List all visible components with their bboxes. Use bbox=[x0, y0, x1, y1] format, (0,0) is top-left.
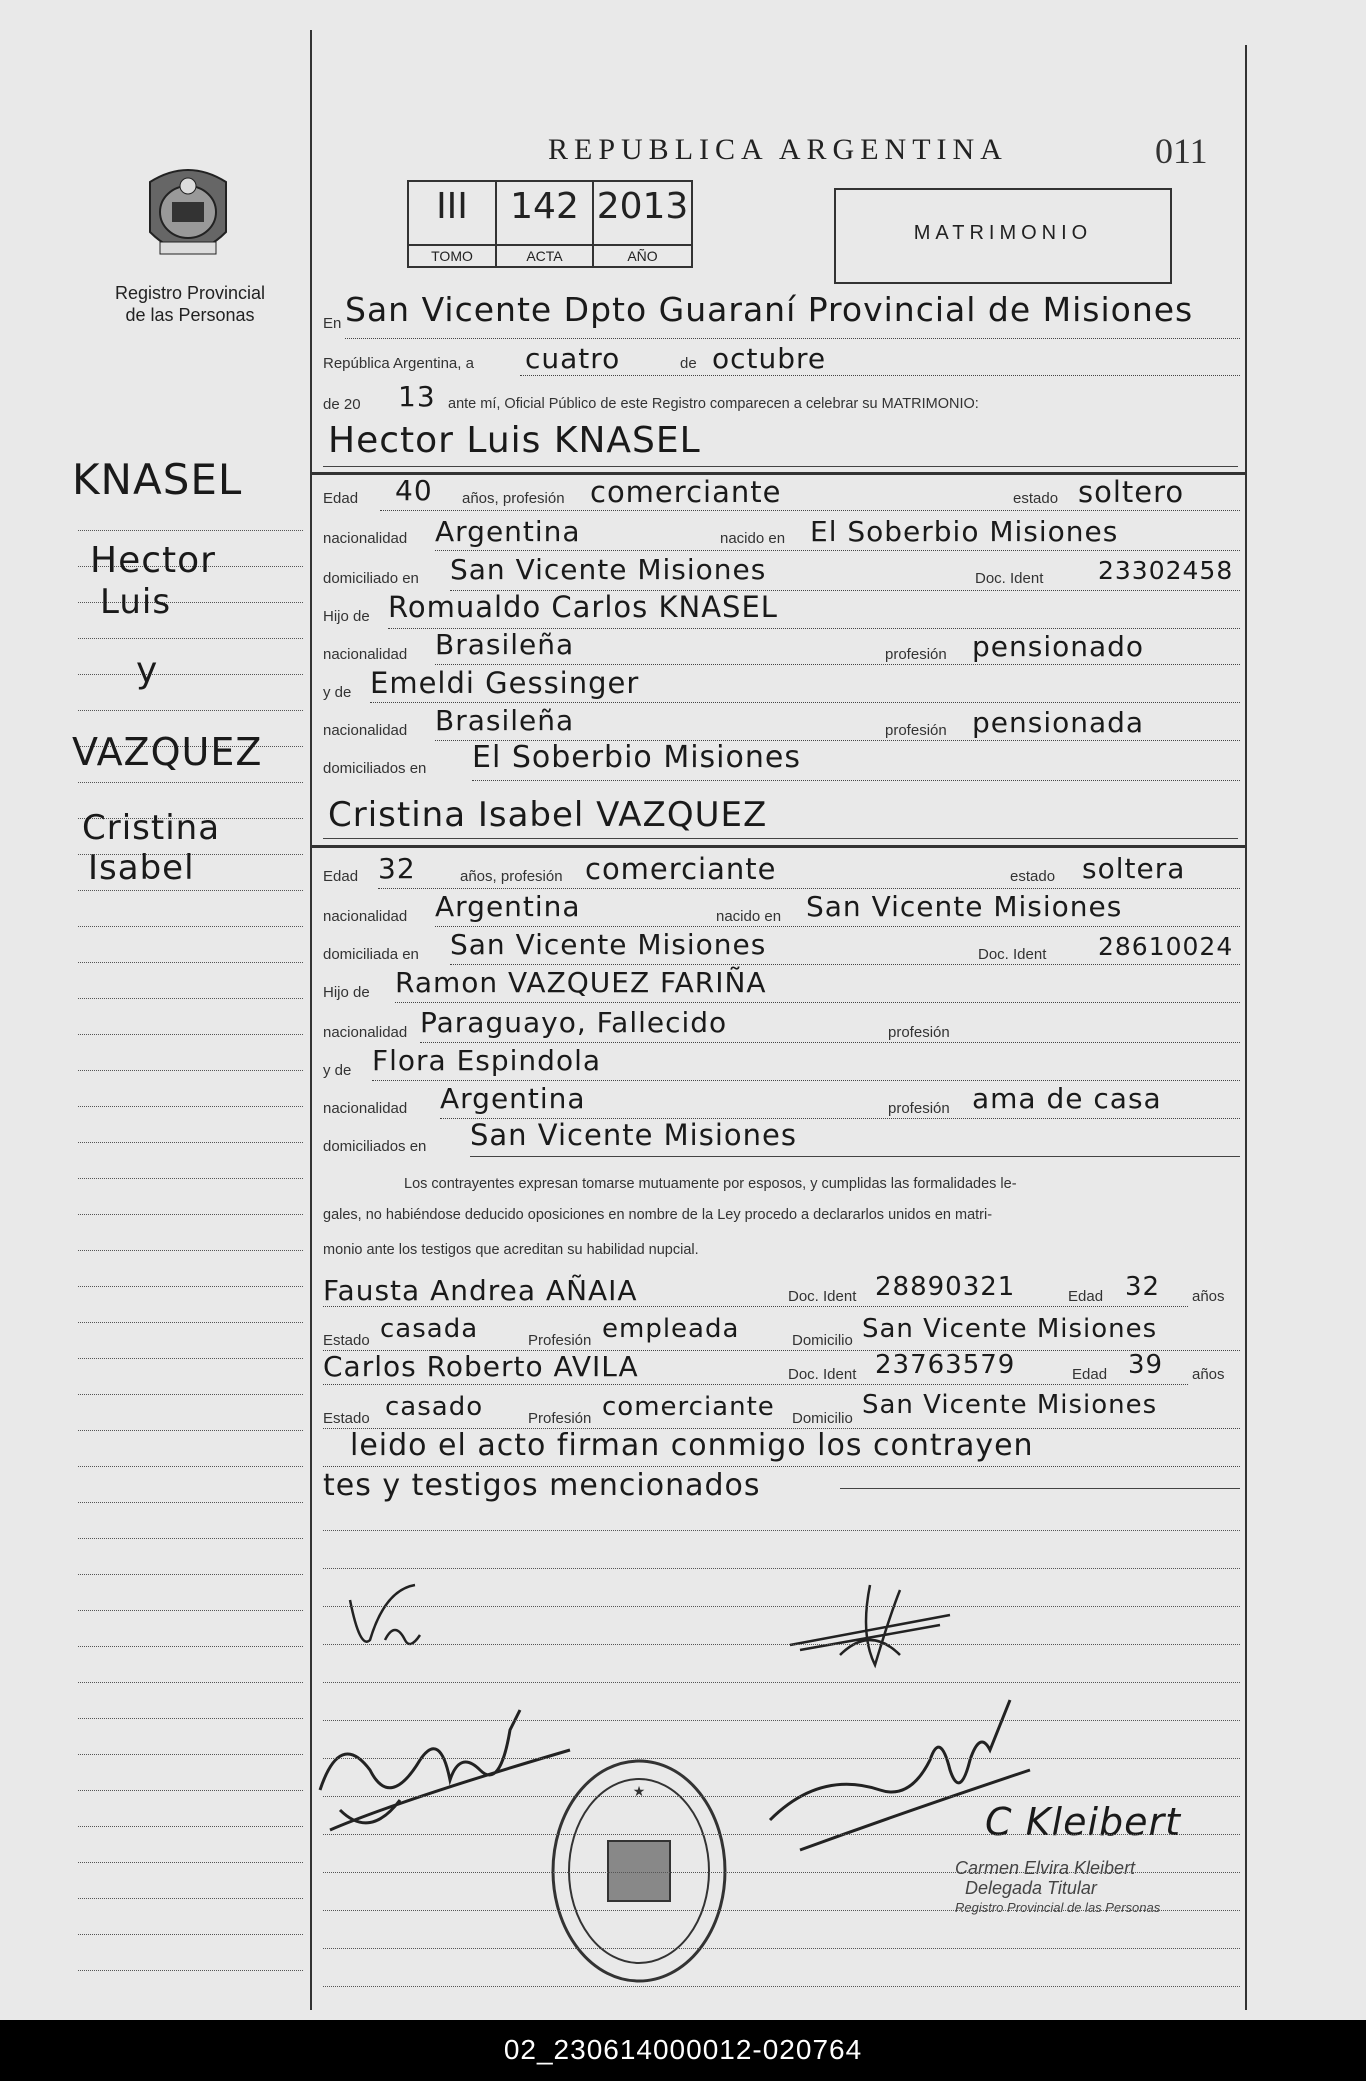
groom-name: Hector Luis KNASEL bbox=[328, 420, 701, 461]
bride-father-nationality: Paraguayo, Fallecido bbox=[420, 1006, 728, 1039]
label-republica: República Argentina, a bbox=[323, 355, 474, 372]
anio-cell bbox=[594, 182, 691, 266]
bride-age-line bbox=[378, 888, 1240, 889]
groom-father-nationality: Brasileña bbox=[435, 628, 575, 661]
anio-value: 2013 bbox=[596, 186, 689, 227]
groom-label-doc: Doc. Ident bbox=[975, 570, 1044, 587]
witness-1-signature bbox=[310, 1690, 580, 1850]
official-name: Carmen Elvira Kleibert bbox=[955, 1858, 1136, 1878]
margin-rule bbox=[78, 710, 303, 711]
bride-label-nationality: nacionalidad bbox=[323, 908, 408, 925]
signature-area-rule bbox=[323, 1644, 1240, 1645]
closing-line-2-rule bbox=[840, 1488, 1240, 1489]
registry-box bbox=[407, 180, 693, 268]
groom-doc-id: 23302458 bbox=[1098, 556, 1234, 585]
groom-label-born: nacido en bbox=[720, 530, 786, 547]
bride-label-domicile: domiciliada en bbox=[323, 946, 419, 963]
signature-area-rule bbox=[323, 1682, 1240, 1683]
bride-label-mother-prof: profesión bbox=[888, 1100, 950, 1117]
margin-rule bbox=[78, 1034, 303, 1035]
groom-label-mother: y de bbox=[323, 684, 352, 701]
groom-nationality: Argentina bbox=[435, 515, 581, 548]
margin-rule bbox=[78, 1574, 303, 1575]
document-title: REPUBLICA ARGENTINA bbox=[548, 133, 1008, 166]
marriage-year: 13 bbox=[398, 380, 436, 413]
marriage-place: San Vicente Dpto Guaraní Provincial de Misiones bbox=[345, 290, 1194, 329]
margin-rule bbox=[78, 530, 303, 531]
margin-rule bbox=[78, 998, 303, 999]
margin-rule bbox=[78, 1322, 303, 1323]
witness-1-doc-id: 28890321 bbox=[875, 1272, 1016, 1302]
groom-mother-nationality: Brasileña bbox=[435, 704, 575, 737]
tomo-label: TOMO bbox=[409, 244, 495, 266]
bride-nationality-line bbox=[435, 926, 1240, 927]
margin-rule bbox=[78, 1502, 303, 1503]
groom-father-profession: pensionado bbox=[972, 630, 1145, 663]
declaration-line-3: monio ante los testigos que acreditan su habilidad nupcial. bbox=[323, 1242, 699, 1258]
bride-divider bbox=[312, 845, 1245, 848]
bride-label-mother: y de bbox=[323, 1062, 352, 1079]
groom-mother: Emeldi Gessinger bbox=[370, 666, 640, 700]
groom-birthplace: El Soberbio Misiones bbox=[810, 515, 1119, 548]
official-office: Registro Provincial de las Personas bbox=[955, 1900, 1161, 1915]
groom-age: 40 bbox=[395, 474, 433, 507]
groom-label-estado: estado bbox=[1013, 490, 1059, 507]
bride-label-edad: Edad bbox=[323, 868, 359, 885]
acta-cell bbox=[497, 182, 594, 266]
registry-line-2: de las Personas bbox=[125, 305, 255, 325]
signature-area-rule bbox=[323, 1606, 1240, 1607]
official-signature: C Kleibert bbox=[985, 1800, 1182, 1844]
place-line bbox=[345, 338, 1240, 339]
groom-father: Romualdo Carlos KNASEL bbox=[388, 590, 778, 624]
signature-area-rule bbox=[323, 1720, 1240, 1721]
margin-rule bbox=[78, 1430, 303, 1431]
margin-rule bbox=[78, 782, 303, 783]
signature-area-rule bbox=[323, 1758, 1240, 1759]
groom-label-father-prof: profesión bbox=[885, 646, 947, 663]
bride-signature bbox=[780, 1575, 960, 1685]
groom-status: soltero bbox=[1078, 475, 1185, 509]
witness-2-age: 39 bbox=[1128, 1350, 1164, 1380]
witness-2-label-doc: Doc. Ident bbox=[788, 1366, 857, 1383]
signature-area-rule bbox=[323, 1910, 1240, 1911]
acta-label: ACTA bbox=[497, 244, 592, 266]
act-type-box bbox=[834, 188, 1172, 284]
margin-rule bbox=[78, 1142, 303, 1143]
registry-name bbox=[90, 282, 290, 326]
groom-age-line bbox=[380, 510, 1240, 511]
margin-rule bbox=[78, 1466, 303, 1467]
witness-1-label-anos: años bbox=[1192, 1288, 1225, 1305]
tomo-value: III bbox=[436, 186, 468, 227]
witness-1-domicile: San Vicente Misiones bbox=[862, 1314, 1158, 1344]
label-en: En bbox=[323, 315, 342, 332]
folio-number: 011 bbox=[1155, 131, 1208, 171]
declaration-line-1: Los contrayentes expresan tomarse mutuamente por esposos, y cumplidas las formalidades le- bbox=[404, 1176, 1017, 1192]
bride-label-father-prof: profesión bbox=[888, 1024, 950, 1041]
bride-mother: Flora Espindola bbox=[372, 1044, 602, 1077]
margin-rule bbox=[78, 1790, 303, 1791]
bride-father: Ramon VAZQUEZ FARIÑA bbox=[395, 966, 767, 999]
acta-value: 142 bbox=[510, 186, 579, 227]
groom-label-edad: Edad bbox=[323, 490, 359, 507]
witness-2-doc-id: 23763579 bbox=[875, 1350, 1016, 1380]
bride-name: Cristina Isabel VAZQUEZ bbox=[328, 795, 768, 835]
marriage-day: cuatro bbox=[525, 342, 621, 375]
stamp-star: ★ bbox=[632, 1784, 646, 1800]
margin-rule bbox=[78, 1754, 303, 1755]
margin-note-first-name-2: Cristina bbox=[82, 808, 221, 848]
label-de: de bbox=[680, 355, 697, 372]
act-type-label: MATRIMONIO bbox=[913, 222, 1093, 244]
signature-area-rule bbox=[323, 1568, 1240, 1569]
bride-father-line bbox=[395, 1002, 1240, 1003]
registry-line-1: Registro Provincial bbox=[114, 283, 266, 303]
bride-age: 32 bbox=[378, 852, 416, 885]
marriage-month: octubre bbox=[712, 342, 827, 375]
bride-name-line bbox=[323, 838, 1238, 839]
margin-rule bbox=[78, 1538, 303, 1539]
margin-rule bbox=[78, 1286, 303, 1287]
margin-note-surname-2: VAZQUEZ bbox=[72, 730, 263, 774]
closing-line-1: leido el acto firman conmigo los contrayen bbox=[350, 1428, 1034, 1463]
bride-nationality: Argentina bbox=[435, 890, 581, 923]
margin-rule bbox=[78, 1646, 303, 1647]
bride-label-father-nat: nacionalidad bbox=[323, 1024, 408, 1041]
signature-area-rule bbox=[323, 1796, 1240, 1797]
groom-label-father-nat: nacionalidad bbox=[323, 646, 408, 663]
margin-rule bbox=[78, 1934, 303, 1935]
groom-father-nat-line bbox=[435, 664, 1240, 665]
groom-label-mother-prof: profesión bbox=[885, 722, 947, 739]
province-seal-icon bbox=[140, 162, 236, 270]
margin-rule bbox=[78, 1214, 303, 1215]
witness-2-line bbox=[323, 1384, 1188, 1385]
witness-1-line bbox=[323, 1306, 1188, 1307]
signature-area-rule bbox=[323, 1986, 1240, 1987]
signature-area-rule bbox=[323, 1872, 1240, 1873]
margin-rule bbox=[78, 1250, 303, 1251]
official-block bbox=[955, 1858, 1160, 1918]
groom-label-nationality: nacionalidad bbox=[323, 530, 408, 547]
groom-label-parents-dom: domiciliados en bbox=[323, 760, 427, 777]
bride-label-mother-nat: nacionalidad bbox=[323, 1100, 408, 1117]
groom-profession: comerciante bbox=[590, 475, 782, 509]
witness-1-label-dom: Domicilio bbox=[792, 1332, 853, 1349]
margin-rule bbox=[78, 638, 303, 639]
witness-2-label-prof: Profesión bbox=[528, 1410, 592, 1427]
margin-rule bbox=[78, 1826, 303, 1827]
groom-parents-dom-line bbox=[472, 780, 1240, 781]
bride-mother-nationality: Argentina bbox=[440, 1082, 586, 1115]
witness-1-profession: empleada bbox=[602, 1314, 740, 1344]
groom-mother-line bbox=[370, 702, 1240, 703]
signature-area-rule bbox=[323, 1834, 1240, 1835]
margin-rule bbox=[78, 962, 303, 963]
closing-line-2: tes y testigos mencionados bbox=[323, 1468, 761, 1503]
declaration-line-2: gales, no habiéndose deducido oposiciones en nombre de la Ley procedo a declararlos unidos en matri- bbox=[323, 1207, 993, 1223]
groom-label-mother-nat: nacionalidad bbox=[323, 722, 408, 739]
margin-rule bbox=[78, 1070, 303, 1071]
margin-note-conjunction: y bbox=[136, 650, 159, 691]
margin-rule bbox=[78, 1610, 303, 1611]
bride-domicile-line bbox=[450, 964, 1240, 965]
bride-profession: comerciante bbox=[585, 852, 777, 886]
anio-label: AÑO bbox=[594, 244, 691, 266]
margin-rule bbox=[78, 1682, 303, 1683]
groom-name-line bbox=[323, 466, 1238, 467]
margin-rule bbox=[78, 890, 303, 891]
witness-1-status: casada bbox=[380, 1314, 479, 1344]
margin-rule bbox=[78, 1898, 303, 1899]
margin-note-middle-name-1: Luis bbox=[100, 582, 172, 622]
groom-nationality-line bbox=[435, 550, 1240, 551]
bride-label-born: nacido en bbox=[716, 908, 782, 925]
witness-2-status: casado bbox=[385, 1392, 484, 1422]
bride-label-father: Hijo de bbox=[323, 984, 370, 1001]
margin-rule bbox=[78, 1718, 303, 1719]
document-id: 02_230614000012-020764 bbox=[503, 2034, 863, 2065]
witness-1-age: 32 bbox=[1125, 1272, 1161, 1302]
witness-1-label-doc: Doc. Ident bbox=[788, 1288, 857, 1305]
witness-2-profession: comerciante bbox=[602, 1392, 775, 1422]
witness-2-label-estado: Estado bbox=[323, 1410, 370, 1427]
closing-line-1-rule bbox=[323, 1466, 1240, 1467]
signature-area-rule bbox=[323, 1530, 1240, 1531]
bride-mother-line bbox=[372, 1080, 1240, 1081]
margin-note-surname-1: KNASEL bbox=[72, 455, 243, 504]
witness-2-name: Carlos Roberto AVILA bbox=[323, 1350, 639, 1383]
bride-label-estado: estado bbox=[1010, 868, 1056, 885]
bride-label-doc: Doc. Ident bbox=[978, 946, 1047, 963]
groom-label-profession: años, profesión bbox=[462, 490, 565, 507]
bride-doc-id: 28610024 bbox=[1098, 932, 1234, 961]
bride-parents-dom-line bbox=[470, 1156, 1240, 1157]
groom-label-father: Hijo de bbox=[323, 608, 370, 625]
margin-rule bbox=[78, 1358, 303, 1359]
right-border bbox=[1245, 45, 1247, 2010]
margin-rule bbox=[78, 926, 303, 927]
bride-status: soltera bbox=[1082, 852, 1186, 885]
witness-1-label-estado: Estado bbox=[323, 1332, 370, 1349]
groom-mother-profession: pensionada bbox=[972, 706, 1145, 739]
bride-label-profession: años, profesión bbox=[460, 868, 563, 885]
witness-1-name: Fausta Andrea AÑAIA bbox=[323, 1274, 638, 1307]
margin-rule bbox=[78, 1394, 303, 1395]
margin-rule bbox=[78, 674, 303, 675]
margin-rule bbox=[78, 1178, 303, 1179]
witness-1-label-edad: Edad bbox=[1068, 1288, 1104, 1305]
margin-rule bbox=[78, 1862, 303, 1863]
groom-label-domicile: domiciliado en bbox=[323, 570, 419, 587]
date-line bbox=[520, 375, 1240, 376]
groom-signature bbox=[345, 1580, 445, 1660]
signature-area-rule bbox=[323, 1948, 1240, 1949]
bride-parents-domicile: San Vicente Misiones bbox=[470, 1118, 797, 1152]
margin-note-first-name-1: Hector bbox=[90, 540, 216, 581]
label-year-prefix: de 20 bbox=[323, 396, 361, 413]
witness-1-label-prof: Profesión bbox=[528, 1332, 592, 1349]
witness-2-label-anos: años bbox=[1192, 1366, 1225, 1383]
footer-bar bbox=[0, 2020, 1366, 2081]
bride-mother-profession: ama de casa bbox=[972, 1082, 1162, 1115]
groom-parents-domicile: El Soberbio Misiones bbox=[472, 740, 801, 775]
appearance-text: ante mí, Oficial Público de este Registro comparecen a celebrar su MATRIMONIO: bbox=[448, 396, 979, 412]
witness-2-label-dom: Domicilio bbox=[792, 1410, 853, 1427]
margin-rule bbox=[78, 1970, 303, 1971]
official-stamp-icon bbox=[548, 1756, 730, 1986]
margin-rule bbox=[78, 1106, 303, 1107]
official-title: Delegada Titular bbox=[965, 1878, 1097, 1898]
bride-domicile: San Vicente Misiones bbox=[450, 928, 767, 961]
tomo-cell bbox=[409, 182, 497, 266]
bride-birthplace: San Vicente Misiones bbox=[806, 890, 1123, 923]
bride-label-parents-dom: domiciliados en bbox=[323, 1138, 427, 1155]
witness-2-label-edad: Edad bbox=[1072, 1366, 1108, 1383]
margin-note-middle-name-2: Isabel bbox=[88, 848, 195, 888]
bride-father-nat-line bbox=[420, 1042, 1240, 1043]
witness-2-domicile: San Vicente Misiones bbox=[862, 1390, 1158, 1420]
groom-domicile: San Vicente Misiones bbox=[450, 553, 767, 586]
